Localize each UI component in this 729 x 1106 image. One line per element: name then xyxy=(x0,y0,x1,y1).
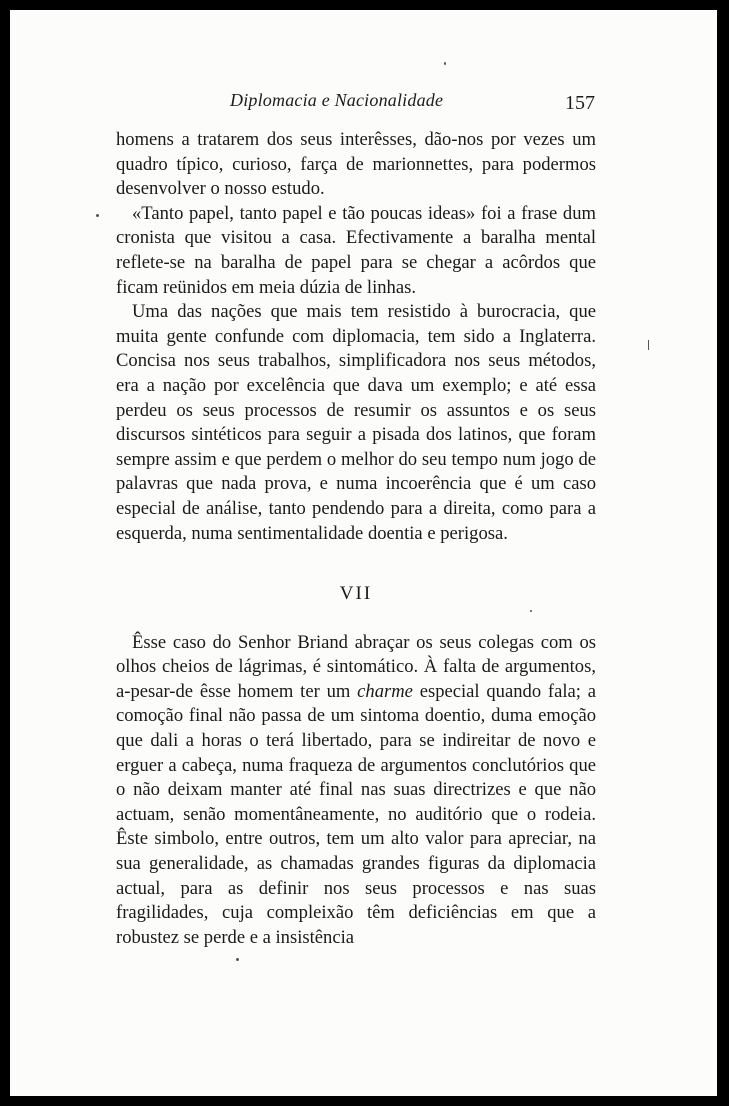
section-heading: VII xyxy=(339,583,373,605)
body-text xyxy=(116,128,596,950)
running-title: Diplomacia e Nacionalidade xyxy=(230,90,444,110)
paragraph-briand-part1: Êsse caso do Senhor Briand abraçar os seus colegas com os olhos cheios de lágrimas, é sintomático. À falta de argumentos, a-pesar-de êsse homem ter um xyxy=(116,631,596,702)
scan-speck xyxy=(648,340,649,350)
scan-speck xyxy=(96,214,99,217)
scan-speck xyxy=(444,62,446,65)
book-page xyxy=(10,10,717,1096)
paragraph-inglaterra: Uma das nações que mais tem resistido à burocracia, que muita gente confunde com diplomacia, tem sido a Inglaterra. Concisa nos seus trabalhos, simplificadora nos seus métodos, era a nação por excelência que dava um exemplo; e até essa perdeu os seus processos de resumir os assuntos e os seus discursos sintéticos para seguir a pisada dos latinos, que foram sempre assim e que perdem o melhor do seu tempo num jogo de palavras que nada prova, e numa incoerência que é um caso especial de análise, tanto pendendo para a direita, como para a esquerda, numa sentimentalidade doentia e perigosa. xyxy=(116,301,596,544)
scan-speck xyxy=(236,958,239,961)
page-number: 157 xyxy=(565,92,595,114)
italic-word: charme xyxy=(357,680,413,702)
paragraph-quote: «Tanto papel, tanto papel e tão poucas ideas» foi a frase dum cronista que visitou a casa. Efectivamente a baralha mental reflete-se na baralha de papel para se chegar a acôrdos que ficam reünidos em meia dúzia de linhas. xyxy=(116,202,596,298)
paragraph-continued: homens a tratarem dos seus interêsses, dão-nos por vezes um quadro típico, curioso, farça de marionnettes, para podermos desenvolver o nosso estudo. xyxy=(116,129,596,200)
paragraph-briand-part2: especial quando fala; a comoção final não passa de um sintoma doentio, duma emoção que dali a horas o terá libertado, para se indireitar de novo e erguer a cabeça, numa fraqueza de argumentos conclutórios que o não deixam manter até final nas suas directrizes e que não actuam, senão momentâneamente, no auditório que o rodeia. Êste simbolo, entre outros, tem um alto valor para apreciar, na sua generalidade, as chamadas grandes figuras da diplomacia actual, para as definir nos seus processos e nas suas fragilidades, cuja compleixão têm deficiências em que a robustez se perde e a insistência xyxy=(116,680,597,948)
page-header xyxy=(10,86,717,116)
scan-speck xyxy=(530,610,532,612)
paragraph-briand xyxy=(116,631,596,951)
